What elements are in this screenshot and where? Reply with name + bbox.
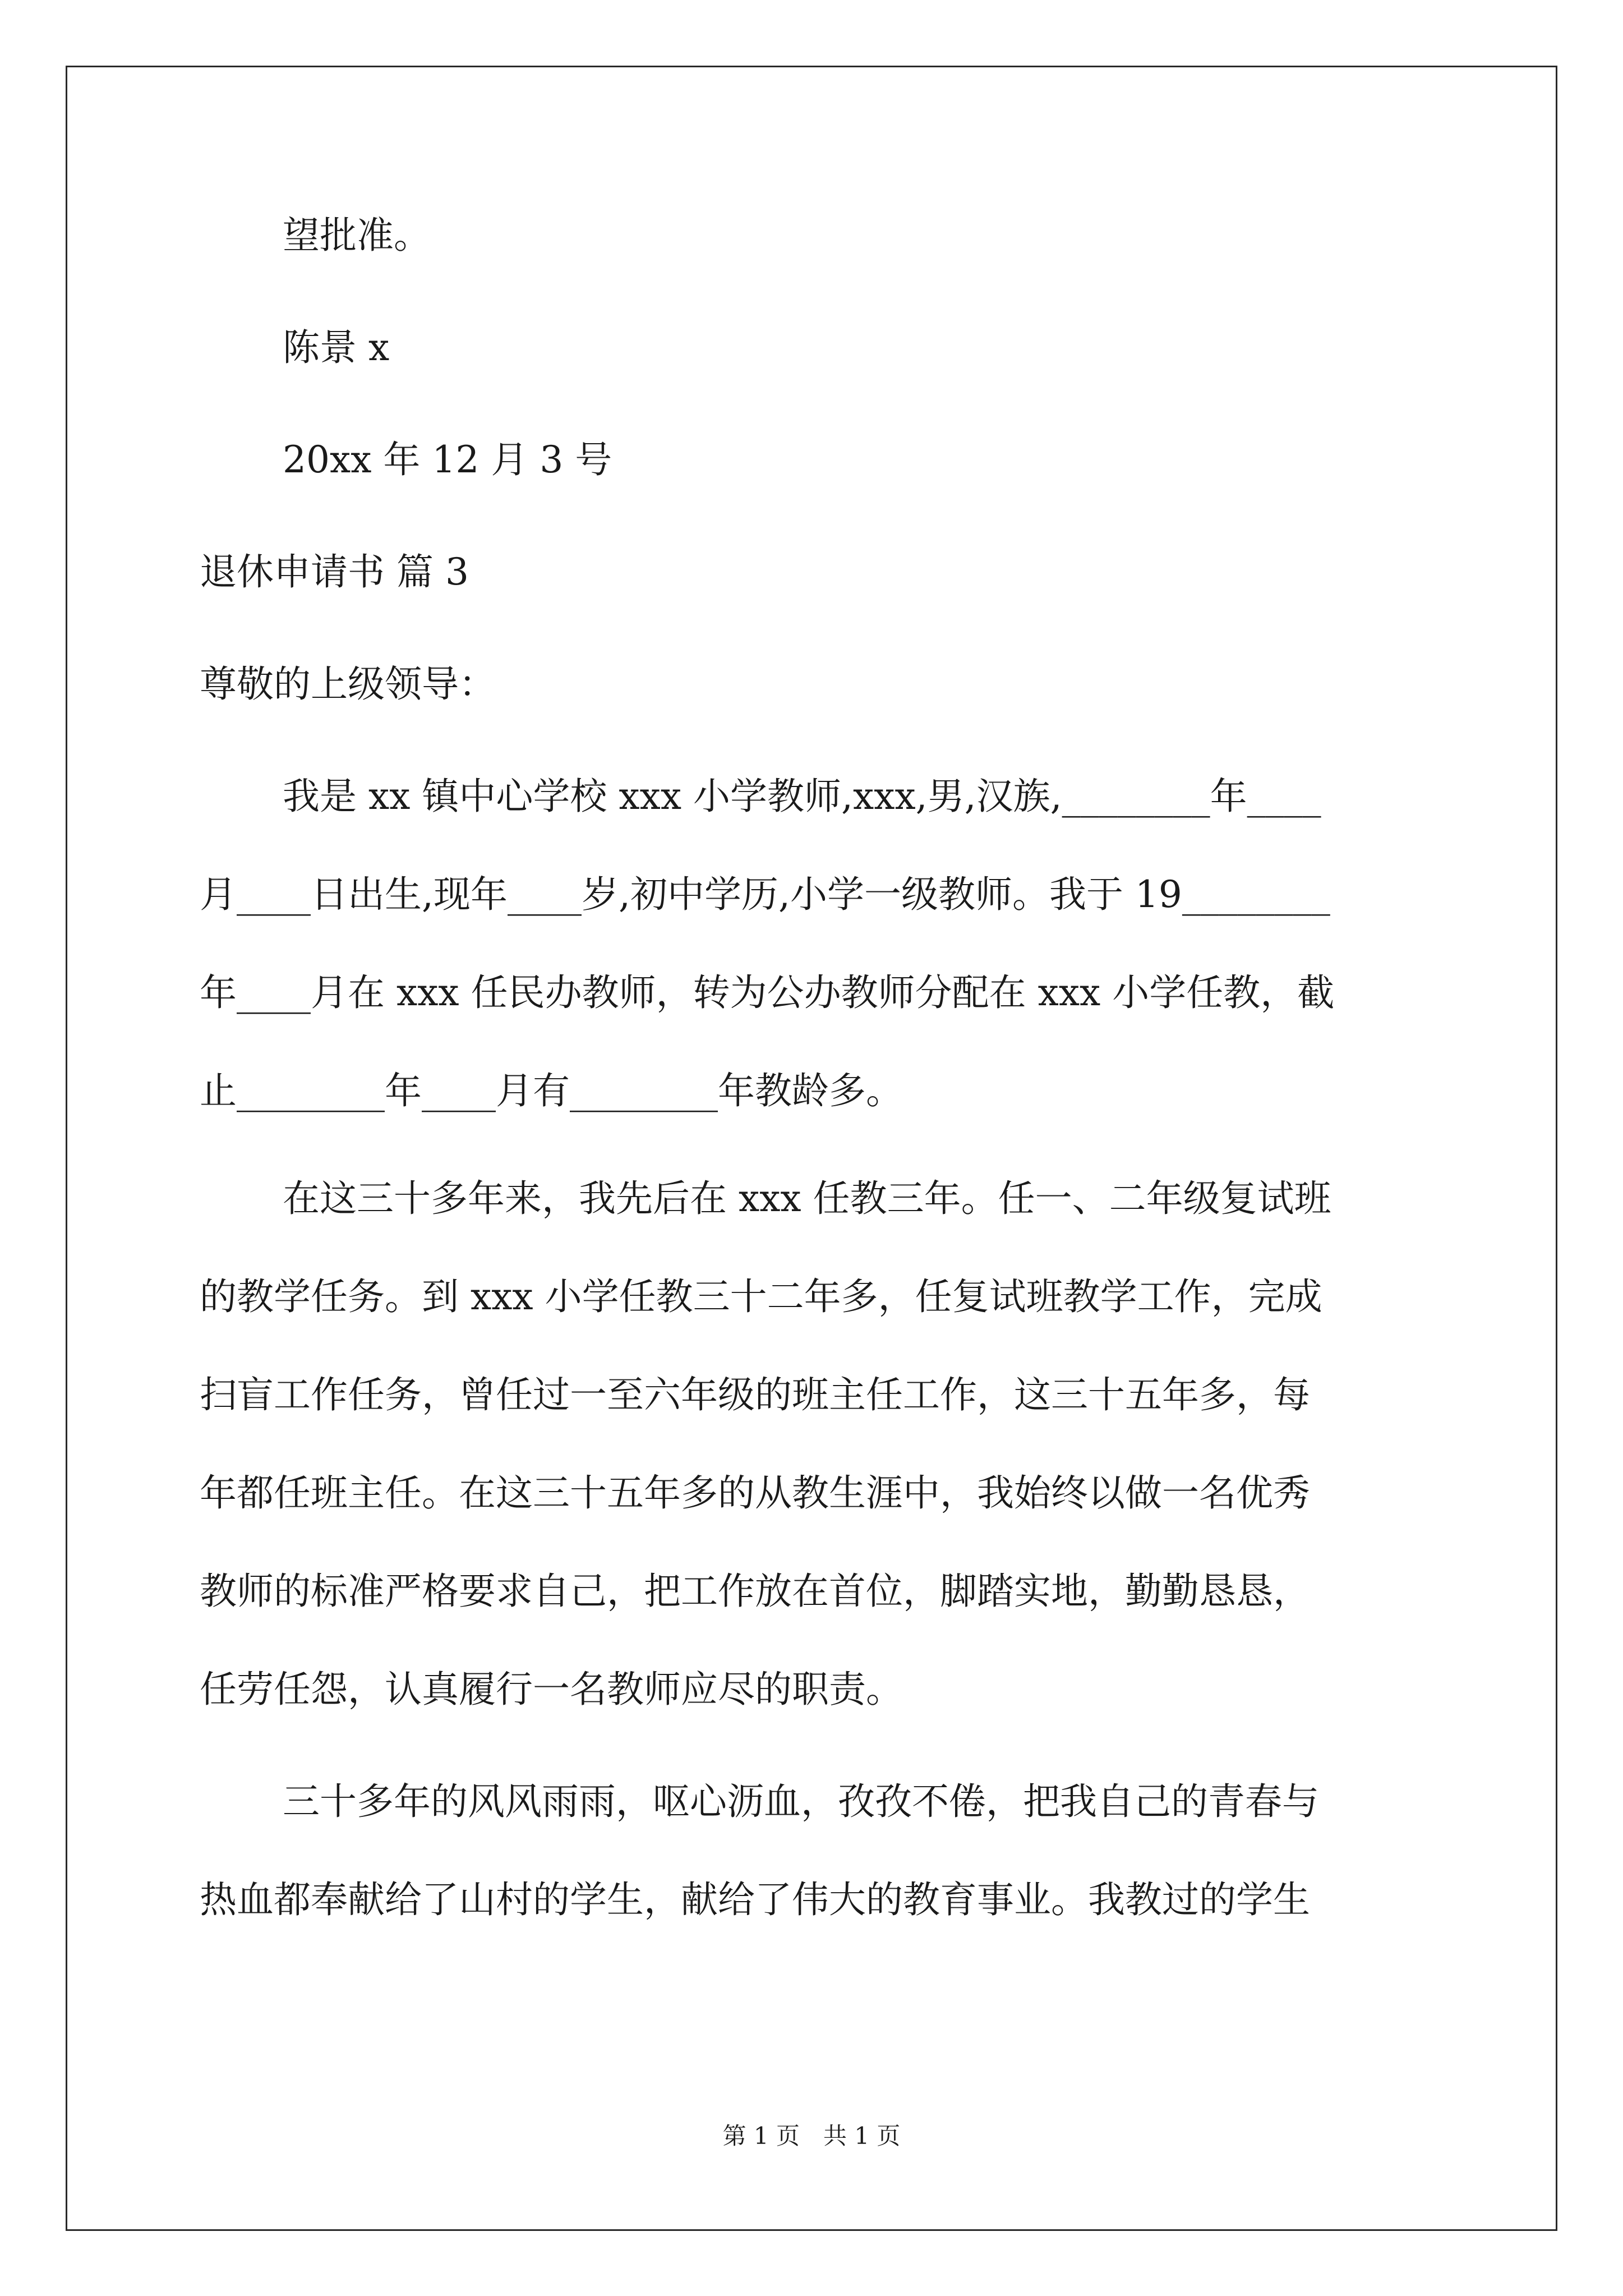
paragraph-2-line-3: 扫盲工作任务，曾任过一至六年级的班主任工作，这三十五年多，每	[200, 1373, 1310, 1416]
paragraph-2-line-2: 的教学任务。到 xxx 小学任教三十二年多，任复试班教学工作，完成	[200, 1275, 1322, 1318]
signature-date: 20xx 年 12 月 3 号	[283, 438, 612, 481]
closing-request-line: 望批准。	[283, 214, 431, 257]
paragraph-3-line-2: 热血都奉献给了山村的学生，献给了伟大的教育事业。我教过的学生	[200, 1878, 1310, 1921]
paragraph-2-line-6: 任劳任怨，认真履行一名教师应尽的职责。	[200, 1668, 903, 1711]
salutation: 尊敬的上级领导：	[200, 662, 496, 706]
paragraph-3-line-1: 三十多年的风风雨雨，呕心沥血，孜孜不倦，把我自己的青春与	[283, 1780, 1319, 1823]
paragraph-2-line-1: 在这三十多年来，我先后在 xxx 任教三年。任一、二年级复试班	[283, 1177, 1331, 1220]
paragraph-2-line-4: 年都任班主任。在这三十五年多的从教生涯中，我始终以做一名优秀	[200, 1471, 1310, 1515]
paragraph-1-line-3: 年____月在 xxx 任民办教师，转为公办教师分配在 xxx 小学任教，截	[200, 971, 1335, 1014]
paragraph-2-line-5: 教师的标准严格要求自己，把工作放在首位，脚踏实地，勤勤恳恳，	[200, 1570, 1310, 1613]
paragraph-1-line-1: 我是 xx 镇中心学校 xxx 小学教师,xxx,男,汉族,________年____	[283, 775, 1321, 818]
paragraph-1-line-4: 止________年____月有________年教龄多。	[200, 1069, 903, 1112]
paragraph-1-line-2: 月____日出生,现年____岁,初中学历,小学一级教师。我于 19________	[200, 873, 1330, 916]
section-title: 退休申请书 篇 3	[200, 550, 469, 593]
signature-name: 陈景 x	[283, 326, 390, 369]
page-footer: 第 1 页 共 1 页	[722, 2122, 901, 2150]
